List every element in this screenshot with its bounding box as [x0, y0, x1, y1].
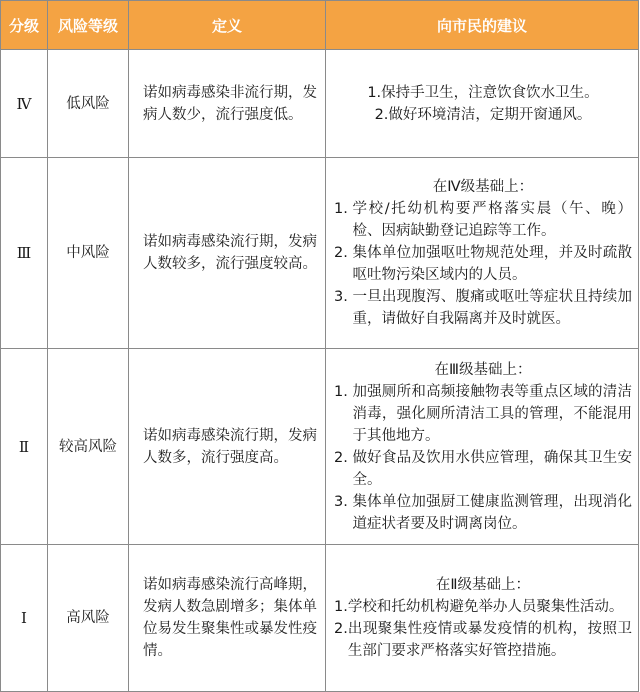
- advice-item: [334, 618, 632, 662]
- advice-item: [334, 286, 632, 330]
- advice-text: 做好食品及饮用水供应管理，确保其卫生安全。: [352, 449, 632, 488]
- advice-text: 集体单位加强呕吐物规范处理，并及时疏散呕吐物污染区域内的人员。: [352, 245, 632, 283]
- header-advice: 向市民的建议: [326, 1, 639, 50]
- advice-heading: 在Ⅱ级基础上：: [435, 577, 531, 593]
- table-row: [1, 158, 639, 349]
- advice-number: 2.: [334, 245, 353, 261]
- risk-level-cell: 低风险: [48, 50, 129, 158]
- advice-cell: [326, 158, 639, 349]
- advice-text: 保持手卫生，注意饮食饮水卫生。: [381, 84, 599, 101]
- definition-cell: 诺如病毒感染非流行期，发病人数少，流行强度低。: [129, 50, 326, 158]
- header-risk-level: 风险等级: [48, 1, 129, 50]
- advice-item: [334, 198, 632, 242]
- advice-text: 加强厕所和高频接触物表等重点区域的清洁消毒，强化厕所清洁工具的管理，不能混用于其他地方。: [352, 383, 632, 444]
- advice-text: 出现聚集性疫情或暴发疫情的机构，按照卫生部门要求严格落实好管控措施。: [347, 621, 632, 659]
- header-definition: 定义: [129, 1, 326, 50]
- advice-cell: [326, 349, 639, 545]
- grade-cell: Ⅳ: [1, 50, 48, 158]
- advice-text: 一旦出现腹泻、腹痛或呕吐等症状且持续加重，请做好自我隔离并及时就医。: [352, 289, 632, 327]
- header-grade: 分级: [1, 1, 48, 50]
- grade-cell: Ⅰ: [1, 545, 48, 692]
- grade-cell: Ⅲ: [1, 158, 48, 349]
- advice-text: 做好环境清洁，定期开窗通风。: [388, 106, 592, 123]
- advice-cell: [326, 545, 639, 692]
- advice-number: 1.: [334, 599, 348, 615]
- advice-list: [334, 82, 632, 126]
- header-row: [1, 1, 639, 50]
- advice-text: 学校/托幼机构要严格落实晨（午、晚）检、因病缺勤登记追踪等工作。: [352, 201, 632, 239]
- table-row: [1, 50, 639, 158]
- advice-heading: 在Ⅳ级基础上：: [432, 179, 534, 195]
- advice-number: 2.: [374, 106, 389, 123]
- advice-number: 2.: [334, 449, 353, 466]
- table-row: [1, 349, 639, 545]
- grade-cell: Ⅱ: [1, 349, 48, 545]
- definition-cell: 诺如病毒感染流行高峰期，发病人数急剧增多；集体单位易发生聚集性或暴发性疫情。: [129, 545, 326, 692]
- advice-number: 1.: [367, 84, 382, 101]
- risk-level-cell: 较高风险: [48, 349, 129, 545]
- risk-level-cell: 中风险: [48, 158, 129, 349]
- advice-text: 集体单位加强厨工健康监测管理，出现消化道症状者要及时调离岗位。: [352, 493, 632, 532]
- advice-item: [334, 242, 632, 286]
- advice-item: [334, 596, 632, 618]
- advice-item: [334, 491, 632, 535]
- table-header: [1, 1, 639, 50]
- definition-cell: 诺如病毒感染流行期，发病人数较多，流行强度较高。: [129, 158, 326, 349]
- advice-cell: [326, 50, 639, 158]
- advice-number: 2.: [334, 621, 348, 637]
- advice-number: 1.: [334, 201, 353, 217]
- advice-item: [334, 104, 632, 126]
- advice-item: [334, 447, 632, 491]
- table-body: [1, 50, 639, 692]
- risk-level-cell: 高风险: [48, 545, 129, 692]
- advice-number: 3.: [334, 289, 353, 305]
- advice-item: [334, 82, 632, 104]
- advice-text: 学校和托幼机构避免举办人员聚集性活动。: [347, 599, 624, 615]
- advice-item: [334, 381, 632, 447]
- advice-number: 3.: [334, 493, 353, 510]
- advice-heading: 在Ⅲ级基础上：: [434, 361, 532, 378]
- table-row: [1, 545, 639, 692]
- advice-number: 1.: [334, 383, 353, 400]
- definition-cell: 诺如病毒感染流行期，发病人数多，流行强度高。: [129, 349, 326, 545]
